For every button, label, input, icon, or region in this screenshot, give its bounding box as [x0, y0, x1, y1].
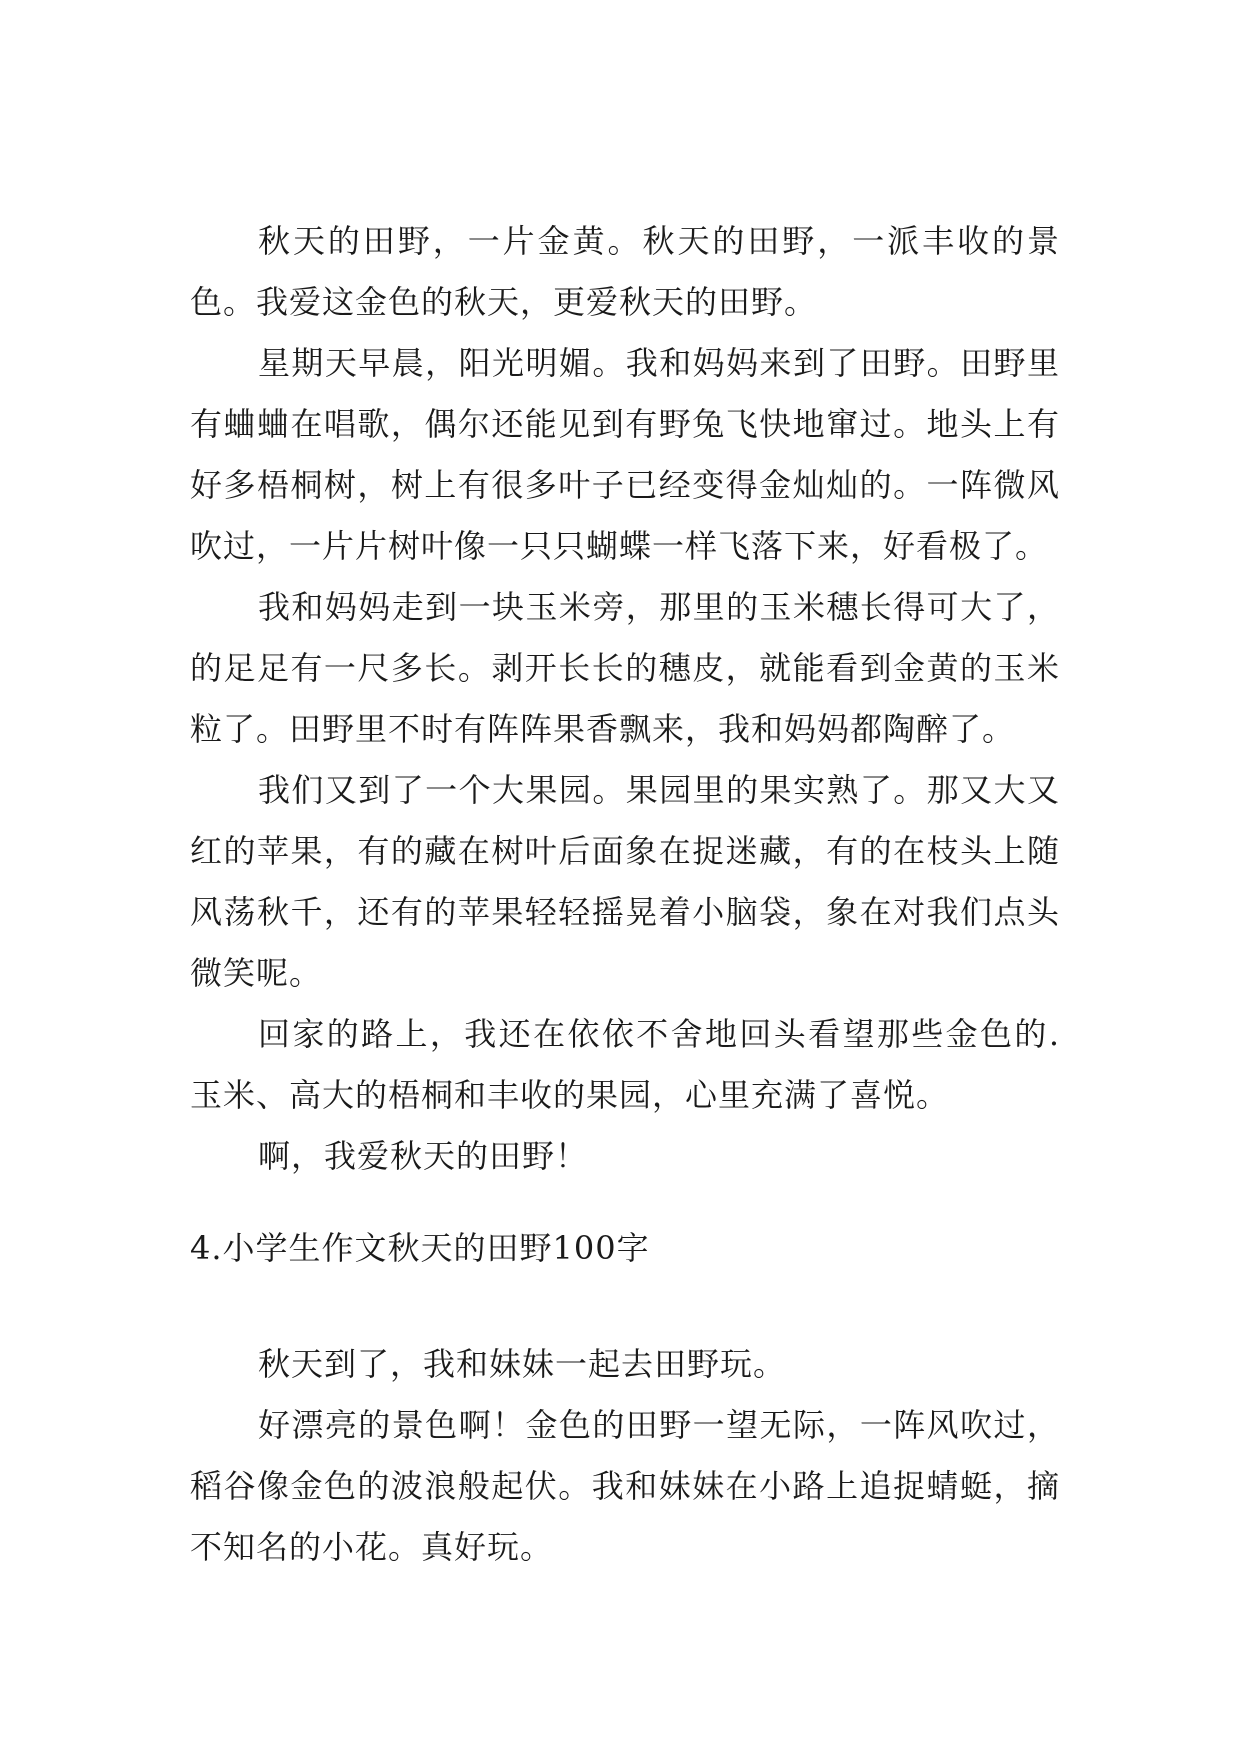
section-heading-block — [190, 1218, 1060, 1279]
paragraph-corn-field: 我和妈妈走到一块玉米旁，那里的玉米穗长得可大了，的足足有一尺多长。剥开长长的穗皮，就能看到金黄的玉米粒了。田野里不时有阵阵果香飘来，我和妈妈都陶醉了。 — [190, 588, 1060, 748]
essay-section-one — [190, 211, 1060, 1187]
essay-section-two — [190, 1334, 1060, 1578]
paragraph-intro: 秋天的田野，一片金黄。秋天的田野，一派丰收的景色。我爱这金色的秋天，更爱秋天的田野。 — [190, 222, 1060, 321]
paragraph-scenery: 好漂亮的景色啊！金色的田野一望无际，一阵风吹过，稻谷像金色的波浪般起伏。我和妹妹在小路上追捉蜻蜓，摘不知名的小花。真好玩。 — [190, 1406, 1060, 1566]
section-heading: 4.小学生作文秋天的田野100字 — [190, 1229, 650, 1267]
paragraph-orchard: 我们又到了一个大果园。果园里的果实熟了。那又大又红的苹果，有的藏在树叶后面象在捉迷藏，有的在枝头上随风荡秋千，还有的苹果轻轻摇晃着小脑袋，象在对我们点头微笑呢。 — [190, 771, 1060, 992]
paragraph-way-home: 回家的路上，我还在依依不舍地回头看望那些金色的.玉米、高大的梧桐和丰收的果园，心里充满了喜悦。 — [190, 1015, 1060, 1114]
paragraph-sunday-morning: 星期天早晨，阳光明媚。我和妈妈来到了田野。田野里有蛐蛐在唱歌，偶尔还能见到有野兔飞快地窜过。地头上有好多梧桐树，树上有很多叶子已经变得金灿灿的。一阵微风吹过，一片片树叶像一只只蝴蝶一样飞落下来，好看极了。 — [190, 344, 1060, 565]
paragraph-autumn-arrived: 秋天到了，我和妹妹一起去田野玩。 — [258, 1345, 787, 1383]
paragraph-closing: 啊，我爱秋天的田野！ — [258, 1137, 589, 1175]
